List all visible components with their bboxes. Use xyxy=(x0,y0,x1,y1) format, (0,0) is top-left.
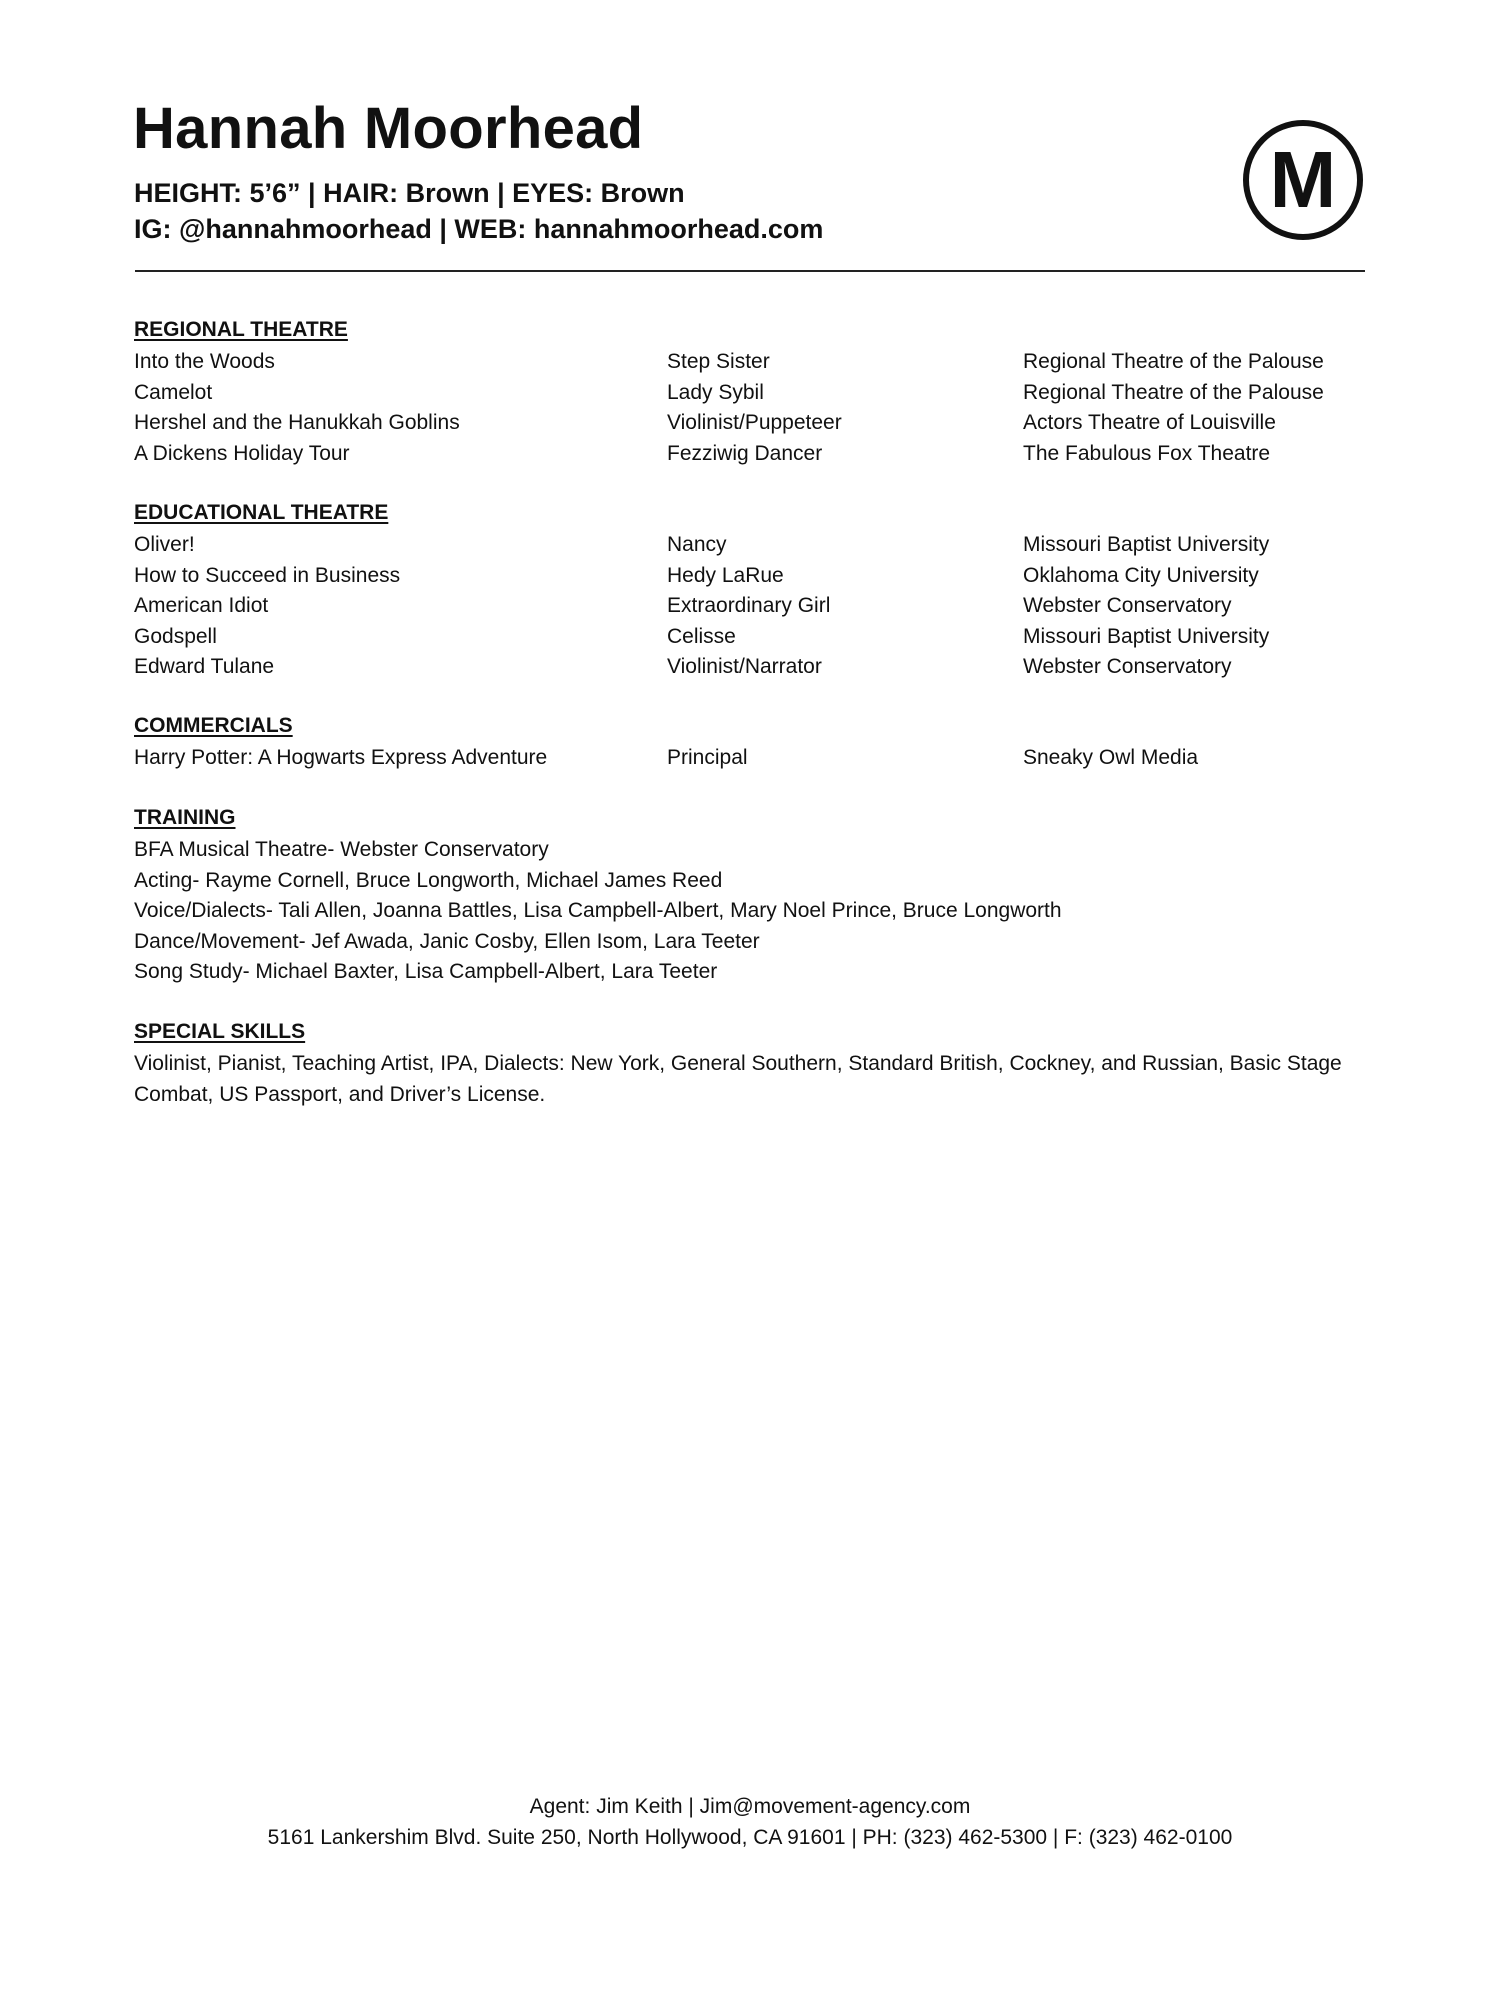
credit-row xyxy=(134,378,1364,409)
credit-row xyxy=(134,561,1364,592)
agency-address: 5161 Lankershim Blvd. Suite 250, North Hollywood, CA 91601 | PH: (323) 462-5300 | F: (323) 462-0100 xyxy=(267,1826,1233,1849)
credit-venue: Regional Theatre of the Palouse xyxy=(1023,380,1324,404)
credit-venue: Missouri Baptist University xyxy=(1023,533,1270,556)
credit-row xyxy=(134,622,1364,653)
credit-role: Principal xyxy=(667,746,748,769)
credit-venue: Webster Conservatory xyxy=(1023,594,1232,618)
section-heading-training: TRAINING xyxy=(134,806,236,829)
credit-role: Fezziwig Dancer xyxy=(667,441,823,465)
credit-row xyxy=(134,408,1364,439)
credit-venue: Oklahoma City University xyxy=(1023,563,1259,587)
credit-role: Step Sister xyxy=(667,350,770,373)
credit-role: Nancy xyxy=(667,533,727,556)
credit-show: Godspell xyxy=(134,624,217,648)
agent-contact: Agent: Jim Keith | Jim@movement-agency.com xyxy=(529,1795,971,1818)
credit-show: Hershel and the Hanukkah Goblins xyxy=(134,411,460,435)
credit-role: Lady Sybil xyxy=(667,380,764,404)
credit-role: Hedy LaRue xyxy=(667,563,784,587)
agency-logo-icon xyxy=(1242,119,1364,241)
training-line: Song Study- Michael Baxter, Lisa Campbell-Albert, Lara Teeter xyxy=(134,960,718,984)
credit-venue: Webster Conservatory xyxy=(1023,655,1232,679)
training-line: Dance/Movement- Jef Awada, Janic Cosby, Ellen Isom, Lara Teeter xyxy=(134,929,760,953)
credit-show: Edward Tulane xyxy=(134,655,275,679)
section-special-skills xyxy=(134,1017,1364,1110)
training-line: Voice/Dialects- Tali Allen, Joanna Battles, Lisa Campbell-Albert, Mary Noel Prince, Bruce Longworth xyxy=(134,899,1062,923)
credit-show: Harry Potter: A Hogwarts Express Adventure xyxy=(134,746,548,769)
training-line: Acting- Rayme Cornell, Bruce Longworth, Michael James Reed xyxy=(134,868,723,892)
logo-letter: M xyxy=(1269,135,1337,224)
section-educational-theatre xyxy=(134,498,1364,683)
credit-show: Oliver! xyxy=(134,533,195,556)
credit-row xyxy=(134,530,1364,561)
section-training xyxy=(134,803,1364,988)
credit-show: Camelot xyxy=(134,380,213,404)
credit-venue: The Fabulous Fox Theatre xyxy=(1023,441,1271,465)
credit-row xyxy=(134,347,1364,378)
section-commercials xyxy=(134,711,1364,774)
credit-venue: Actors Theatre of Louisville xyxy=(1023,411,1276,435)
credit-role: Extraordinary Girl xyxy=(667,594,831,618)
physical-stats: HEIGHT: 5’6” | HAIR: Brown | EYES: Brown xyxy=(134,178,685,208)
credit-role: Violinist/Narrator xyxy=(667,655,822,679)
credit-role: Violinist/Puppeteer xyxy=(667,411,842,435)
contact-line: IG: @hannahmoorhead | WEB: hannahmoorhead.com xyxy=(134,214,824,244)
credit-venue: Sneaky Owl Media xyxy=(1023,746,1199,769)
credit-show: A Dickens Holiday Tour xyxy=(134,441,350,465)
section-heading-commercials: COMMERCIALS xyxy=(134,714,293,737)
section-regional-theatre xyxy=(134,315,1364,469)
section-heading-educational: EDUCATIONAL THEATRE xyxy=(134,501,389,524)
credit-row xyxy=(134,652,1364,683)
credit-row xyxy=(134,591,1364,622)
credit-show: American Idiot xyxy=(134,594,269,618)
header-divider xyxy=(135,270,1365,272)
section-heading-regional: REGIONAL THEATRE xyxy=(134,318,348,341)
credit-row xyxy=(134,439,1364,470)
actor-name: Hannah Moorhead xyxy=(133,96,644,161)
training-line: BFA Musical Theatre- Webster Conservatory xyxy=(134,838,549,861)
credit-role: Celisse xyxy=(667,624,736,648)
credit-show: Into the Woods xyxy=(134,350,275,373)
credit-venue: Missouri Baptist University xyxy=(1023,624,1270,648)
section-heading-special-skills: SPECIAL SKILLS xyxy=(134,1020,306,1043)
special-skills-text: Violinist, Pianist, Teaching Artist, IPA, Dialects: New York, General Southern, Standard British, Cockney, and Russian, Basic Stage Combat, US Passport, and Driver’s License. xyxy=(134,1052,1342,1106)
credit-row xyxy=(134,743,1364,774)
credit-show: How to Succeed in Business xyxy=(134,563,401,587)
credit-venue: Regional Theatre of the Palouse xyxy=(1023,350,1324,373)
